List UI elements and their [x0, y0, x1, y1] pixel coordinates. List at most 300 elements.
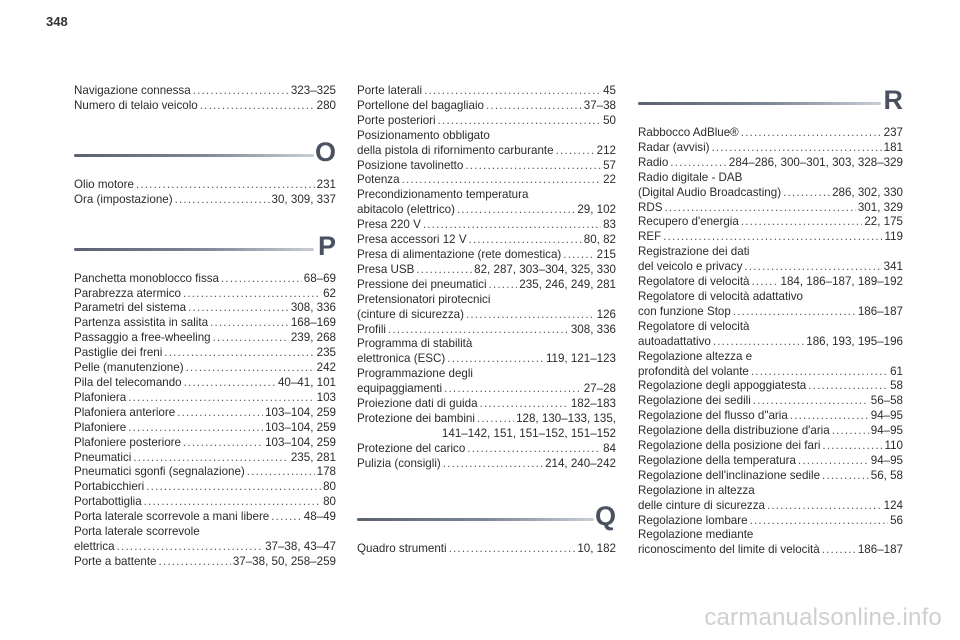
- leader-dots: [750, 514, 889, 529]
- section-letter: R: [883, 85, 903, 115]
- leader-dots: [183, 287, 321, 302]
- index-entry: [638, 215, 903, 230]
- page-reference: 56, 58: [870, 468, 903, 482]
- page-reference: 284–286, 300–301, 303, 328–329: [728, 155, 903, 169]
- entry-group: [357, 84, 616, 472]
- index-entry: [638, 275, 903, 290]
- section-header-r: [638, 84, 903, 126]
- leader-dots: [213, 331, 289, 346]
- index-entry: [638, 171, 903, 201]
- index-entry: [74, 451, 336, 466]
- page-reference: 215: [596, 247, 616, 261]
- leader-dots: [751, 365, 888, 380]
- page-reference: 37–38, 50, 258–259: [232, 554, 336, 568]
- page-reference: 40–41, 101: [277, 375, 336, 389]
- page-reference: 237: [883, 126, 903, 139]
- page-reference: 212: [596, 143, 616, 157]
- leader-dots: [164, 346, 314, 361]
- page-reference: 22: [603, 173, 616, 187]
- index-entry-label: Profili: [357, 322, 386, 336]
- index-entry-label: equipaggiamenti: [357, 382, 443, 396]
- index-entry-label: Pastiglie dei freni: [74, 346, 163, 360]
- index-entry: [357, 457, 616, 472]
- page-reference: 242: [316, 361, 336, 375]
- leader-dots: [183, 436, 263, 451]
- index-entry-label: Presa di alimentazione (rete domestica): [357, 247, 562, 261]
- leader-dots: [159, 555, 231, 570]
- leader-dots: [271, 510, 301, 525]
- index-entry-label: Pila del telecomando: [74, 375, 182, 389]
- index-entry: [357, 293, 616, 323]
- page-reference: 48–49: [303, 510, 336, 524]
- section-rule: [357, 518, 594, 521]
- index-entry-label: Partenza assistita in salita: [74, 316, 209, 330]
- section-letter: O: [314, 136, 336, 167]
- index-entry: [638, 394, 903, 409]
- index-entry: [638, 350, 903, 380]
- index-entry-label: Parametri del sistema: [74, 301, 187, 315]
- entry-group: [638, 126, 903, 558]
- page-reference: 37–38: [583, 98, 616, 112]
- leader-dots: [193, 84, 289, 99]
- index-entry: [638, 245, 903, 275]
- leader-dots: [808, 379, 888, 394]
- section-rule: [74, 248, 314, 251]
- index-entry: [638, 484, 903, 514]
- leader-dots: [712, 141, 882, 156]
- page-reference: 239, 268: [290, 331, 336, 345]
- leader-dots: [388, 323, 569, 338]
- index-entry-label: REF: [638, 230, 662, 244]
- index-entry-label: Plafoniere posteriore: [74, 435, 181, 449]
- leader-dots: [480, 397, 569, 412]
- index-entry: [74, 465, 336, 480]
- page-reference: 128, 130–133, 135,: [516, 411, 616, 425]
- leader-dots: [822, 439, 882, 454]
- page-reference: 83: [603, 218, 616, 232]
- index-entry: [357, 129, 616, 159]
- index-column-3: [638, 84, 903, 558]
- index-entry: [74, 361, 336, 376]
- index-entry-label: Porta laterale scorrevole a mani libere: [74, 510, 270, 524]
- leader-dots: [200, 99, 315, 114]
- section-rule: [638, 102, 881, 105]
- page-reference: 94–95: [870, 453, 903, 467]
- page-reference: 186–187: [857, 304, 903, 318]
- page-reference: 178: [316, 465, 336, 479]
- index-entry: [74, 287, 336, 302]
- page-reference: 103: [316, 390, 336, 404]
- index-entry-label: Quadro strumenti: [357, 541, 447, 555]
- index-entry: [357, 412, 616, 442]
- index-entry: [638, 439, 903, 454]
- index-entry: [357, 233, 616, 248]
- section-header-o: [74, 136, 336, 178]
- page-reference: 22, 175: [864, 215, 903, 229]
- leader-dots: [741, 215, 862, 230]
- leader-dots: [790, 409, 869, 424]
- index-entry-label: Pneumatici sgonfi (segnalazione): [74, 465, 245, 479]
- index-entry-heading: Regolazione altezza e: [638, 349, 753, 363]
- index-entry-label: Regolatore di velocità: [638, 275, 750, 289]
- leader-dots: [117, 540, 263, 555]
- page-reference: 58: [890, 379, 903, 393]
- page-reference: 61: [890, 364, 903, 378]
- page-reference: 286, 302, 330: [832, 185, 903, 199]
- entry-group: [74, 84, 336, 114]
- page-reference: 37–38, 43–47: [265, 539, 336, 553]
- leader-dots: [733, 305, 856, 320]
- index-entry-heading: Programma di stabilità: [357, 337, 473, 351]
- index-entry-label: Pressione dei pneumatici: [357, 277, 487, 291]
- index-entry-heading: Regolazione in altezza: [638, 483, 755, 497]
- entry-group: [357, 542, 616, 557]
- leader-dots: [136, 178, 315, 193]
- leader-dots: [184, 376, 276, 391]
- index-entry: [357, 337, 616, 367]
- index-entry-label: Passaggio a free-wheeling: [74, 331, 211, 345]
- index-entry-label: Regolazione della distribuzione d'aria: [638, 424, 830, 438]
- page-reference: 56: [890, 513, 903, 527]
- index-entry-label: Olio motore: [74, 177, 134, 191]
- index-entry-label: Plafoniere: [74, 420, 127, 434]
- page-reference: 186–187: [857, 543, 903, 557]
- index-entry: [638, 156, 903, 171]
- index-entry-label: Pelle (manutenzione): [74, 361, 184, 375]
- index-entry: [74, 421, 336, 436]
- page-reference: 168–169: [290, 316, 336, 330]
- page-reference: 27–28: [583, 382, 616, 396]
- page-reference: 308, 336: [570, 322, 616, 336]
- index-entry-label: Pulizia (consigli): [357, 456, 441, 470]
- index-entry: [638, 141, 903, 156]
- leader-dots: [443, 457, 543, 472]
- index-entry: [638, 126, 903, 141]
- leader-dots: [670, 156, 727, 171]
- index-entry-label: Protezione del carico: [357, 441, 466, 455]
- page-reference: 182–183: [570, 397, 616, 411]
- index-entry-label: profondità del volante: [638, 364, 749, 378]
- index-entry: [74, 301, 336, 316]
- index-entry: [638, 379, 903, 394]
- page-reference: 80: [323, 495, 336, 509]
- index-entry-label: Presa accessori 12 V: [357, 233, 467, 247]
- page-reference: 235: [316, 346, 336, 360]
- index-entry: [74, 436, 336, 451]
- leader-dots: [783, 186, 830, 201]
- leader-dots: [753, 394, 869, 409]
- index-entry: [74, 525, 336, 555]
- index-entry-label: Regolazione degli appoggiatesta: [638, 379, 807, 393]
- index-entry: [74, 193, 336, 208]
- index-entry-heading: Precondizionamento temperatura: [357, 188, 529, 202]
- leader-dots: [741, 126, 882, 141]
- page-reference: 110: [884, 439, 903, 453]
- index-entry: [357, 397, 616, 412]
- index-entry-label: abitacolo (elettrico): [357, 203, 455, 217]
- leader-dots: [486, 99, 582, 114]
- page-reference: 231: [316, 177, 336, 191]
- index-entry-label: RDS: [638, 200, 663, 214]
- page-reference: 126: [596, 307, 616, 321]
- index-entry-heading: Programmazione degli: [357, 367, 473, 381]
- page-reference: 103–104, 259: [265, 420, 336, 434]
- leader-dots: [210, 316, 289, 331]
- page-reference: 186, 193, 195–196: [806, 334, 903, 348]
- leader-dots: [798, 454, 869, 469]
- index-entry: [638, 201, 903, 216]
- index-entry-heading: Posizionamento obbligato: [357, 128, 490, 142]
- page-reference: 184, 186–187, 189–192: [780, 275, 903, 289]
- page-reference: 62: [323, 286, 336, 300]
- index-entry-label: Regolazione dell'inclinazione sedile: [638, 468, 821, 482]
- page-reference: 119, 121–123: [545, 352, 616, 366]
- index-entry-label: Portabottiglia: [74, 495, 142, 509]
- leader-dots: [186, 361, 315, 376]
- index-entry-label: Porte posteriori: [357, 113, 436, 127]
- index-entry-heading: Registrazione dei dati: [638, 245, 750, 259]
- page-reference: 50: [603, 113, 616, 127]
- page-reference: 341: [883, 260, 903, 274]
- page-reference: 94–95: [870, 424, 903, 438]
- leader-dots: [489, 278, 518, 293]
- page-reference: 68–69: [303, 271, 336, 285]
- index-entry-label: Protezione dei bambini: [357, 411, 475, 425]
- leader-dots: [752, 275, 779, 290]
- page-header: [0, 0, 960, 58]
- page-reference: 124: [883, 498, 903, 512]
- leader-dots: [469, 233, 582, 248]
- leader-dots: [128, 421, 263, 436]
- leader-dots: [424, 84, 601, 99]
- index-entry: [638, 469, 903, 484]
- index-entry-label: Parabrezza atermico: [74, 286, 181, 300]
- page-reference: 214, 240–242: [545, 456, 616, 470]
- leader-dots: [221, 272, 302, 287]
- index-entry-label: Ora (impostazione): [74, 192, 173, 206]
- index-entry: [357, 542, 616, 557]
- index-entry: [357, 159, 616, 174]
- entry-group: [74, 178, 336, 208]
- page-reference: 181: [883, 140, 903, 154]
- index-entry-label: Radar (avvisi): [638, 140, 710, 154]
- index-entry-label: delle cinture di sicurezza: [638, 498, 765, 512]
- index-entry: [74, 84, 336, 99]
- index-entry-label: Presa 220 V: [357, 218, 421, 232]
- leader-dots: [832, 424, 869, 439]
- leader-dots: [128, 391, 314, 406]
- index-entry: [357, 442, 616, 457]
- leader-dots: [822, 543, 856, 558]
- index-entry-label: Regolazione della temperatura: [638, 453, 796, 467]
- page-reference: 235, 246, 249, 281: [519, 277, 616, 291]
- index-entry-label: Panchetta monoblocco fissa: [74, 271, 220, 285]
- leader-dots: [175, 193, 270, 208]
- index-entry: [357, 84, 616, 99]
- index-entry: [357, 218, 616, 233]
- index-entry: [74, 406, 336, 421]
- index-entry: [638, 409, 903, 424]
- leader-dots: [466, 308, 595, 323]
- index-entry-label: elettrica: [74, 539, 115, 553]
- index-entry-label: Radio: [638, 155, 669, 169]
- leader-dots: [663, 230, 882, 245]
- index-entry: [357, 367, 616, 397]
- section-letter: P: [317, 230, 336, 261]
- index-entry-label: Porte laterali: [357, 84, 423, 97]
- index-entry: [638, 454, 903, 469]
- leader-dots: [744, 260, 881, 275]
- index-entry: [638, 514, 903, 529]
- index-entry: [74, 331, 336, 346]
- leader-dots: [402, 173, 602, 188]
- page-reference: 301, 329: [857, 200, 903, 214]
- index-entry: [74, 178, 336, 193]
- index-entry: [638, 230, 903, 245]
- index-entry-label: Plafoniera anteriore: [74, 405, 176, 419]
- page-reference: 235, 281: [290, 450, 336, 464]
- leader-dots: [423, 218, 601, 233]
- index-column-1: [74, 84, 336, 570]
- index-entry-label: con funzione Stop: [638, 304, 731, 318]
- index-entry: [638, 528, 903, 558]
- index-entry-label: Proiezione dati di guida: [357, 397, 478, 411]
- index-entry-label: Pneumatici: [74, 450, 132, 464]
- page-reference: 94–95: [870, 409, 903, 423]
- leader-dots: [477, 412, 514, 427]
- index-entry-label: Porte a battente: [74, 554, 157, 568]
- index-entry-label: (Digital Audio Broadcasting): [638, 185, 782, 199]
- leader-dots: [822, 469, 869, 484]
- index-entry-heading: Regolatore di velocità adattativo: [638, 289, 803, 303]
- page-reference: 323–325: [290, 84, 336, 97]
- section-letter: Q: [594, 500, 616, 531]
- entry-group: [74, 272, 336, 570]
- index-entry-label: del veicolo e privacy: [638, 260, 743, 274]
- index-entry-label: Regolazione della posizione dei fari: [638, 439, 821, 453]
- leader-dots: [144, 495, 321, 510]
- page-number: 348: [46, 14, 68, 29]
- index-entry-label: Plafoniera: [74, 390, 127, 404]
- index-entry: [74, 272, 336, 287]
- index-entry-label: Numero di telaio veicolo: [74, 98, 198, 112]
- leader-dots: [438, 114, 601, 129]
- index-entry-heading: Radio digitale - DAB: [638, 170, 743, 184]
- index-entry: [74, 495, 336, 510]
- index-entry-heading: Pretensionatori pirotecnici: [357, 292, 491, 306]
- page-reference-continued: 141–142, 151, 151–152, 151–152: [441, 426, 616, 440]
- page-reference: 308, 336: [290, 301, 336, 315]
- section-header-q: [357, 500, 616, 542]
- index-entry-label: Regolazione del flusso d"aria: [638, 409, 788, 423]
- index-entry-label: autoadattativo: [638, 334, 711, 348]
- index-entry: [638, 320, 903, 350]
- index-entry-heading: Regolazione mediante: [638, 528, 754, 542]
- leader-dots: [465, 159, 601, 174]
- index-entry-label: elettronica (ESC): [357, 352, 446, 366]
- page-reference: 30, 309, 337: [271, 192, 336, 206]
- leader-dots: [188, 301, 289, 316]
- page-reference: 10, 182: [577, 541, 616, 555]
- index-entry-label: Presa USB: [357, 262, 415, 276]
- leader-dots: [449, 542, 576, 557]
- leader-dots: [447, 352, 544, 367]
- index-entry-heading: Porta laterale scorrevole: [74, 525, 200, 539]
- leader-dots: [416, 263, 472, 278]
- index-entry-label: Portabicchieri: [74, 480, 145, 494]
- index-entry: [357, 248, 616, 263]
- index-entry: [74, 555, 336, 570]
- leader-dots: [467, 442, 601, 457]
- leader-dots: [133, 451, 289, 466]
- index-entry: [638, 290, 903, 320]
- leader-dots: [713, 335, 804, 350]
- index-entry: [74, 99, 336, 114]
- leader-dots: [247, 465, 315, 480]
- leader-dots: [767, 499, 882, 514]
- index-entry: [357, 323, 616, 338]
- index-entry-label: Potenza: [357, 173, 400, 187]
- index-entry: [357, 173, 616, 188]
- index-entry: [74, 391, 336, 406]
- index-entry: [638, 424, 903, 439]
- index-entry: [357, 188, 616, 218]
- page-reference: 119: [884, 230, 903, 244]
- page-reference: 57: [603, 158, 616, 172]
- index-entry: [74, 376, 336, 391]
- index-entry: [357, 278, 616, 293]
- page-reference: 80: [323, 480, 336, 494]
- index-entry-label: (cinture di sicurezza): [357, 307, 464, 321]
- index-entry: [74, 316, 336, 331]
- page-reference: 82, 287, 303–304, 325, 330: [474, 262, 616, 276]
- index-entry-label: Regolazione dei sedili: [638, 394, 751, 408]
- leader-dots: [444, 382, 582, 397]
- section-header-p: [74, 230, 336, 272]
- index-entry-label: Rabbocco AdBlue®: [638, 126, 739, 139]
- index-entry-label: della pistola di rifornimento carburante: [357, 143, 554, 157]
- page-reference: 280: [316, 98, 336, 112]
- section-rule: [74, 154, 314, 157]
- index-entry: [357, 114, 616, 129]
- index-entry-label: Portellone del bagagliaio: [357, 98, 484, 112]
- index-entry-label: Regolazione lombare: [638, 513, 748, 527]
- leader-dots: [457, 203, 575, 218]
- index-entry-label: riconoscimento del limite di velocità: [638, 543, 820, 557]
- leader-dots: [664, 201, 855, 216]
- leader-dots: [177, 406, 263, 421]
- index-entry: [74, 480, 336, 495]
- page-reference: 45: [603, 84, 616, 97]
- page-reference: 56–58: [870, 394, 903, 408]
- page-reference: 80, 82: [583, 233, 616, 247]
- page-reference: 103–104, 259: [265, 435, 336, 449]
- index-entry: [357, 263, 616, 278]
- page-reference: 84: [603, 441, 616, 455]
- index-entry-label: Navigazione connessa: [74, 84, 191, 97]
- index-entry-label: Posizione tavolinetto: [357, 158, 464, 172]
- index-entry: [74, 346, 336, 361]
- page-reference: 103–104, 259: [265, 405, 336, 419]
- index-entry-label: Recupero d'energia: [638, 215, 739, 229]
- leader-dots: [563, 248, 594, 263]
- index-entry: [74, 510, 336, 525]
- leader-dots: [556, 144, 595, 159]
- index-entry-heading: Regolatore di velocità: [638, 319, 750, 333]
- index-entry: [357, 99, 616, 114]
- watermark: carmanualsonline.info: [704, 604, 942, 631]
- index-column-2: [357, 84, 616, 556]
